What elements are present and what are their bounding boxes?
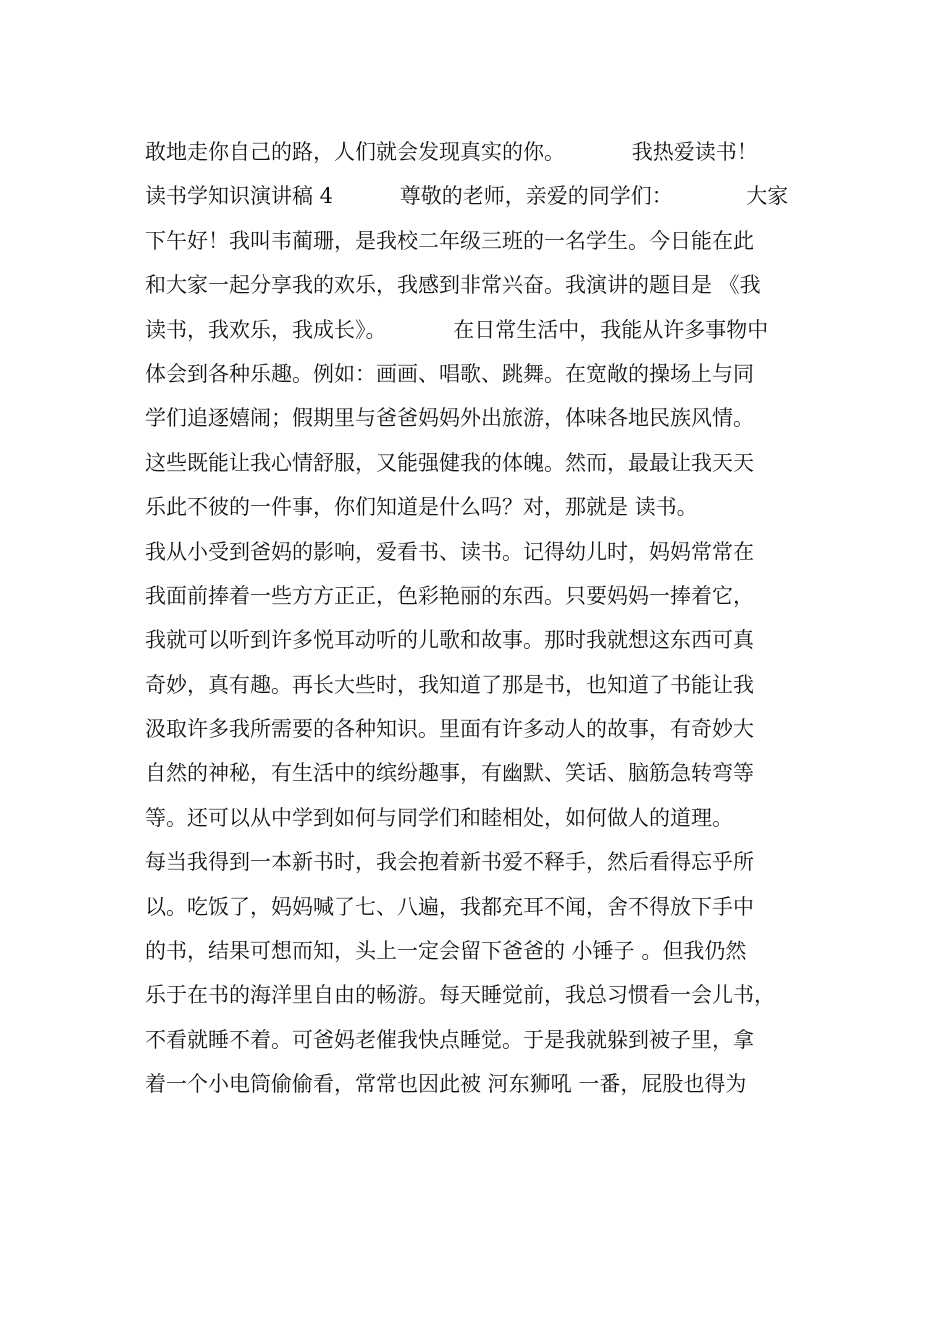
text-line: 我从小受到爸妈的影响，爱看书、读书。记得幼儿时，妈妈常常在 — [145, 539, 754, 564]
text-line: 以。吃饭了，妈妈喊了七、八遍，我都充耳不闻，舍不得放下手中 — [145, 894, 754, 919]
text-line: 体会到各种乐趣。例如：画画、唱歌、跳舞。在宽敞的操场上与同 — [145, 361, 754, 386]
text-line: 不看就睡不着。可爸妈老催我快点睡觉。于是我就躲到被子里，拿 — [145, 1027, 754, 1052]
text-line: 的书，结果可想而知，头上一定会留下爸爸的 小锤子 。但我仍然 — [145, 939, 747, 964]
text-line: 读书学知识演讲稿 4 尊敬的老师，亲爱的同学们： 大家 — [145, 184, 789, 209]
text-line: 自然的神秘，有生活中的缤纷趣事，有幽默、笑话、脑筋急转弯等 — [145, 761, 754, 786]
text-line: 下午好！我叫韦蔺珊，是我校二年级三班的一名学生。今日能在此 — [145, 228, 754, 253]
text-line: 等。还可以从中学到如何与同学们和睦相处，如何做人的道理。 — [145, 805, 733, 830]
text-line: 敢地走你自己的路，人们就会发现真实的你。 我热爱读书！ — [145, 140, 758, 164]
text-line: 和大家一起分享我的欢乐，我感到非常兴奋。我演讲的题目是 《我 — [145, 273, 761, 298]
text-line: 我就可以听到许多悦耳动听的儿歌和故事。那时我就想这东西可真 — [145, 628, 754, 653]
text-line: 奇妙，真有趣。再长大些时，我知道了那是书，也知道了书能让我 — [145, 672, 754, 697]
text-line: 读书，我欢乐，我成长》。 在日常生活中，我能从许多事物中 — [145, 317, 769, 342]
text-line: 我面前捧着一些方方正正，色彩艳丽的东西。只要妈妈一捧着它， — [145, 583, 754, 608]
text-line: 每当我得到一本新书时，我会抱着新书爱不释手，然后看得忘乎所 — [145, 850, 754, 875]
text-line: 乐此不彼的一件事，你们知道是什么吗？对，那就是 读书。 — [145, 495, 698, 520]
text-line: 学们追逐嬉闹；假期里与爸爸妈妈外出旅游，体味各地民族风情。 — [145, 406, 754, 431]
body-text — [145, 130, 825, 1107]
text-line: 着一个小电筒偷偷看，常常也因此被 河东狮吼 一番，屁股也得为 — [145, 1072, 747, 1097]
text-line: 这些既能让我心情舒服，又能强健我的体魄。然而，最最让我天天 — [145, 450, 754, 475]
text-line: 乐于在书的海洋里自由的畅游。每天睡觉前，我总习惯看一会儿书， — [145, 983, 775, 1008]
text-line: 汲取许多我所需要的各种知识。里面有许多动人的故事，有奇妙大 — [145, 717, 754, 742]
